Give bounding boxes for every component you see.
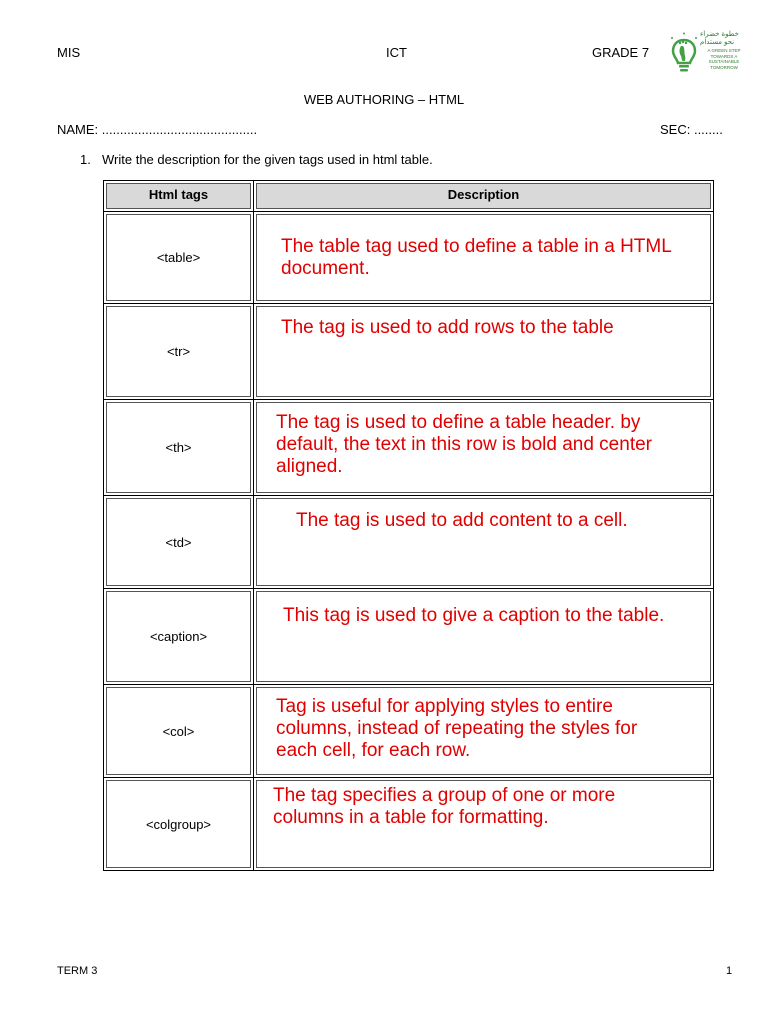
- tag-cell: <col>: [104, 685, 254, 778]
- table-row: [104, 685, 714, 778]
- table-row: [104, 304, 714, 400]
- table-row: [104, 496, 714, 589]
- description-cell: [254, 589, 714, 685]
- header-school: MIS: [57, 45, 81, 60]
- table-row: [104, 400, 714, 496]
- tag-cell: <caption>: [104, 589, 254, 685]
- description-cell: [254, 685, 714, 778]
- table-row: [104, 212, 714, 304]
- name-field: NAME: ...........................................: [57, 122, 258, 137]
- description-answer: The tag is used to define a table header. by default, the text in this row is bold and center aligned.: [276, 412, 652, 477]
- question-text: Write the description for the given tags used in html table.: [102, 152, 433, 167]
- table-row: [104, 589, 714, 685]
- description-answer: The tag is used to add content to a cell.: [296, 510, 628, 531]
- page-title: WEB AUTHORING – HTML: [303, 92, 465, 107]
- section-field: SEC: ........: [660, 122, 723, 137]
- logo-english-tagline: A GREEN STEP TOWARDS A SUSTAINABLE TOMORROW: [707, 48, 741, 70]
- description-cell: [254, 778, 714, 871]
- header-grade: GRADE 7: [592, 45, 650, 60]
- question-number: 1.: [80, 152, 91, 167]
- description-cell: [254, 496, 714, 589]
- footer-page-number: 1: [726, 965, 733, 977]
- description-cell: [254, 304, 714, 400]
- table-row: [104, 778, 714, 871]
- description-answer: The table tag used to define a table in a HTML document.: [281, 236, 672, 279]
- description-answer: Tag is useful for applying styles to entire columns, instead of repeating the styles for each cell, for each row.: [276, 696, 638, 761]
- footer-term: TERM 3: [57, 965, 98, 977]
- header-subject: ICT: [386, 45, 407, 60]
- description-answer: The tag is used to add rows to the table: [281, 317, 614, 338]
- description-answer: The tag specifies a group of one or more columns in a table for formatting.: [273, 785, 616, 828]
- logo-arabic-line2: نحو مستدام: [700, 39, 735, 46]
- tag-cell: <td>: [104, 496, 254, 589]
- description-cell: [254, 212, 714, 304]
- tag-cell: <colgroup>: [104, 778, 254, 871]
- description-cell: [254, 400, 714, 496]
- green-step-logo: [670, 30, 746, 82]
- question-1: [80, 152, 433, 167]
- logo-arabic-line1: خطوة خضراء: [700, 31, 739, 38]
- tag-cell: <th>: [104, 400, 254, 496]
- column-header-tags: Html tags: [104, 181, 254, 212]
- table-header-row: [104, 181, 714, 212]
- column-header-description: Description: [254, 181, 714, 212]
- description-answer: This tag is used to give a caption to the table.: [283, 605, 665, 626]
- tag-cell: <tr>: [104, 304, 254, 400]
- tags-table: [103, 180, 714, 871]
- footprint-lightbulb-logo-icon: [670, 32, 698, 76]
- tag-cell: <table>: [104, 212, 254, 304]
